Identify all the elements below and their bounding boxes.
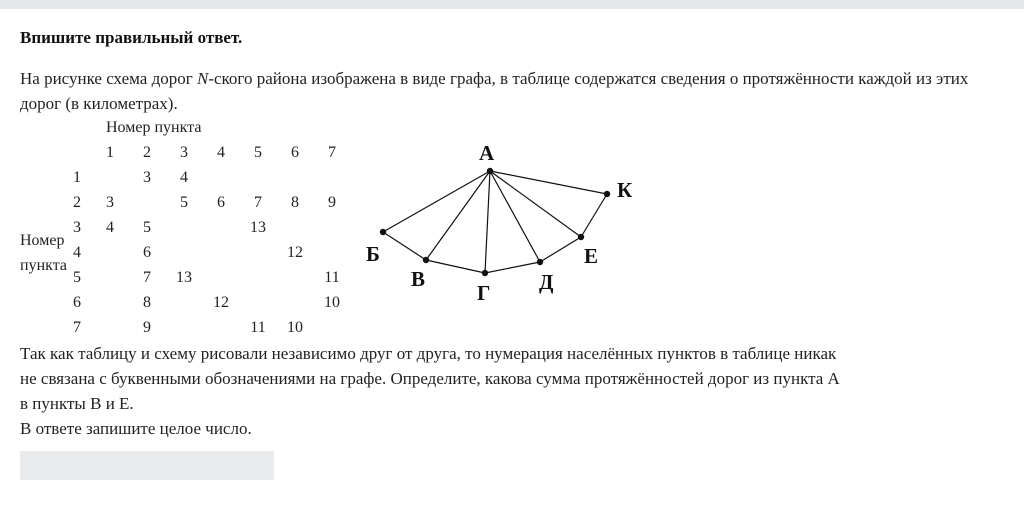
table-row-number: 1 xyxy=(73,169,81,186)
edge-d-e xyxy=(540,237,581,262)
table-row-header xyxy=(20,228,67,278)
table-col-header: Номер пункта xyxy=(106,119,202,136)
label-k: К xyxy=(617,178,633,202)
vertex-v xyxy=(423,257,429,263)
intro-text-1: На рисунке схема дорог xyxy=(20,69,197,88)
edge-a-b xyxy=(383,171,490,232)
answer-input[interactable] xyxy=(20,451,274,480)
table-cell: 10 xyxy=(324,294,340,311)
label-v: В xyxy=(411,267,426,291)
table-cell: 4 xyxy=(106,219,114,236)
table-cell: 6 xyxy=(143,244,151,261)
table-cell: 9 xyxy=(328,194,336,211)
table-col-number: 4 xyxy=(217,144,225,161)
table-cell: 8 xyxy=(143,294,151,311)
table-col-number: 3 xyxy=(180,144,188,161)
edge-a-v xyxy=(426,171,490,260)
table-cell: 11 xyxy=(324,269,340,286)
graph-vertices xyxy=(380,168,610,276)
table-cell: 7 xyxy=(254,194,262,211)
table-col-number: 6 xyxy=(291,144,299,161)
intro-text-2: -ского района изображена в виде графа, в таблице содержатся сведения о протяжённости каждой из этих дорог (в километрах). xyxy=(20,69,969,113)
table-cell: 3 xyxy=(106,194,114,211)
question-text xyxy=(20,341,920,441)
edge-g-d xyxy=(485,262,540,273)
label-e: Е xyxy=(584,244,599,268)
table-cell: 12 xyxy=(213,294,229,311)
vertex-a xyxy=(487,168,493,174)
table-cell: 10 xyxy=(287,319,303,336)
edge-a-g xyxy=(485,171,490,273)
table-cell: 5 xyxy=(143,219,151,236)
table-cell: 4 xyxy=(180,169,188,186)
table-cell: 5 xyxy=(180,194,188,211)
question-line-2: не связана с буквенными обозначениями на графе. Определите, какова сумма протяжённостей дорог из пункта А xyxy=(20,369,840,388)
table-col-number: 2 xyxy=(143,144,151,161)
label-a: А xyxy=(479,141,495,165)
vertex-k xyxy=(604,191,610,197)
table-row-number: 2 xyxy=(73,194,81,211)
table-row-number: 3 xyxy=(73,219,81,236)
edge-a-k xyxy=(490,171,607,194)
table-cell: 13 xyxy=(250,219,266,236)
graph-edges xyxy=(383,171,607,273)
edge-a-d xyxy=(490,171,540,262)
table-cell: 13 xyxy=(176,269,192,286)
problem-intro xyxy=(20,66,1010,116)
table-row-number: 4 xyxy=(73,244,81,261)
label-b: Б xyxy=(366,242,380,266)
question-line-3: в пункты В и Е. xyxy=(20,394,134,413)
instruction-heading: Впишите правильный ответ. xyxy=(20,28,243,47)
table-col-number: 7 xyxy=(328,144,336,161)
vertex-d xyxy=(537,259,543,265)
table-row-header-line2: пункта xyxy=(20,257,67,274)
edge-b-v xyxy=(383,232,426,260)
question-line-1: Так как таблицу и схему рисовали независимо друг от друга, то нумерация населённых пунктов в таблице никак xyxy=(20,344,837,363)
intro-italic-n: N xyxy=(196,69,209,88)
vertex-e xyxy=(578,234,584,240)
road-graph xyxy=(360,138,660,308)
table-cell: 6 xyxy=(217,194,225,211)
table-row-number: 6 xyxy=(73,294,81,311)
table-row-number: 5 xyxy=(73,269,81,286)
vertex-g xyxy=(482,270,488,276)
table-cell: 11 xyxy=(250,319,266,336)
question-line-4: В ответе запишите целое число. xyxy=(20,419,252,438)
table-cell: 3 xyxy=(143,169,151,186)
table-cell: 8 xyxy=(291,194,299,211)
table-row-number: 7 xyxy=(73,319,81,336)
label-d: Д xyxy=(539,270,554,294)
edge-v-g xyxy=(426,260,485,273)
edge-a-e xyxy=(490,171,581,237)
label-g: Г xyxy=(477,281,491,305)
table-cell: 12 xyxy=(287,244,303,261)
table-col-number: 5 xyxy=(254,144,262,161)
table-cell: 9 xyxy=(143,319,151,336)
edge-k-e xyxy=(581,194,607,237)
table-col-number: 1 xyxy=(106,144,114,161)
table-row-header-line1: Номер xyxy=(20,232,65,249)
vertex-b xyxy=(380,229,386,235)
top-bar xyxy=(0,0,1024,9)
table-cell: 7 xyxy=(143,269,151,286)
